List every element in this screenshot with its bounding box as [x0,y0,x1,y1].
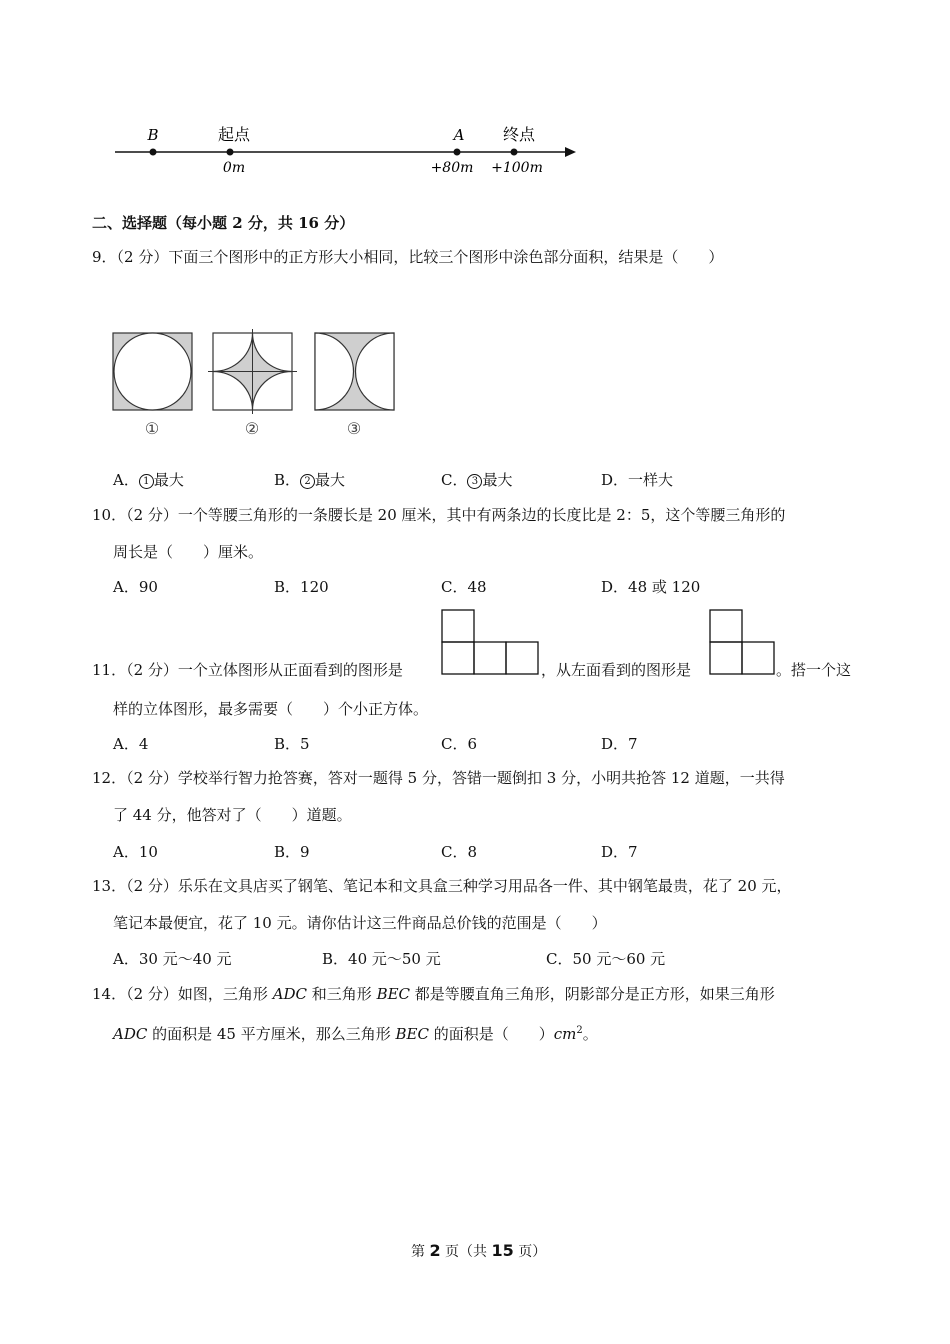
q10-option-b[interactable]: B．120 [274,578,329,596]
start-label: 起点 [217,125,251,144]
q9-option-c-prefix: C． [441,471,468,489]
q11-front-view [441,609,541,677]
q14-text-1a: （2 分）如图，三角形 [126,985,273,1003]
q10-line1 [92,505,785,525]
q11-option-d[interactable]: D．7 [601,735,638,753]
footer-mid: 页（共 [440,1244,492,1260]
q9-option-d[interactable]: D．一样大 [601,471,674,489]
q9-option-c[interactable] [441,469,513,490]
q9-option-b-text: 最大 [315,471,346,489]
footer-post: 页） [513,1244,547,1260]
q14-end: 。 [582,1025,598,1043]
start-value: 0m [222,160,246,176]
q9-option-b[interactable] [274,469,345,490]
q13-text-1: （2 分）乐乐在文具店买了钢笔、笔记本和文具盒三种学习用品各一件、其中钢笔最贵，花了 20 元， [126,877,792,895]
section-title: 二、选择题（每小题 2 分，共 16 分） [92,214,355,232]
q13-option-b[interactable]: B．40 元～50 元 [322,950,441,968]
point-a-label: A [453,126,465,144]
q11-option-a[interactable]: A．4 [113,735,149,753]
q13-line1 [92,876,792,896]
footer-page-number: 2 [429,1241,441,1260]
q13-number: 13． [92,877,127,895]
q14-text-1c: 都是等腰直角三角形，阴影部分是正方形，如果三角形 [410,985,775,1003]
q10-number: 10． [92,506,127,524]
end-label: 终点 [502,125,536,144]
q13-option-a[interactable]: A．30 元～40 元 [113,950,232,968]
q12-text-1: （2 分）学校举行智力抢答赛，答对一题得 5 分，答错一题倒扣 3 分，小明共抢答 12 道题，一共得 [126,769,785,787]
number-line-figure [110,118,585,180]
q12-option-b[interactable]: B．9 [274,843,310,861]
q11-part3: 。搭一个这 [776,661,852,679]
a-value: +80m [430,160,474,176]
q14-number: 14． [92,985,127,1003]
q9-text: （2 分）下面三个图形中的正方形大小相同，比较三个图形中涂色部分面积，结果是（ ） [116,248,724,266]
point-b-dot [150,149,157,156]
q9-figure-2 [208,329,297,414]
q11-text-part1 [92,660,403,680]
q14-unit: cm [553,1025,577,1043]
q13-line2: 笔记本最便宜，花了 10 元。请你估计这三件商品总价钱的范围是（ ） [113,914,607,932]
q14-text-1b: 和三角形 [307,985,377,1003]
q9-option-a-prefix: A． [113,471,139,489]
q13-option-c[interactable]: C．50 元～60 元 [546,950,666,968]
q9-fig-label-3: ③ [346,419,362,438]
end-value: +100m [491,160,543,176]
page-footer [411,1241,546,1261]
q11-left-view [709,609,777,677]
q10-option-d[interactable]: D．48 或 120 [601,578,701,596]
q10-option-a[interactable]: A．90 [113,578,158,596]
end-point-dot [511,149,518,156]
q11-part1: （2 分）一个立体图形从正面看到的图形是 [126,661,403,679]
q9-fig-label-2: ② [244,419,260,438]
q9-fig-label-1: ① [144,419,160,438]
q9-option-b-circle: 2 [300,474,315,489]
q14-bec-1: BEC [376,985,411,1003]
q12-option-d[interactable]: D．7 [601,843,638,861]
q14-text-2b: 的面积是（ ） [428,1025,554,1043]
q9-figures [106,326,406,441]
q14-adc-1: ADC [272,985,308,1003]
footer-pre: 第 [411,1244,430,1260]
q9-number: 9． [92,248,117,266]
q9-option-b-prefix: B． [274,471,301,489]
q9-line [92,247,723,267]
q14-text-2a: 的面积是 45 平方厘米，那么三角形 [147,1025,396,1043]
footer-total-pages: 15 [491,1241,514,1260]
q9-option-c-text: 最大 [482,471,513,489]
q10-text-1: （2 分）一个等腰三角形的一条腰长是 20 厘米，其中有两条边的长度比是 2：5，这个等腰三角形的 [126,506,786,524]
q9-option-c-circle: 3 [467,474,482,489]
q14-line1 [92,984,775,1004]
q14-adc-2: ADC [113,1025,148,1043]
q14-unit-exponent: 2 [576,1025,583,1036]
q11-option-c[interactable]: C．6 [441,735,478,753]
q12-option-c[interactable]: C．8 [441,843,478,861]
q14-line2 [113,1021,598,1044]
q10-option-c[interactable]: C．48 [441,578,487,596]
q11-line2: 样的立体图形，最多需要（ ）个小正方体。 [113,700,429,718]
q12-number: 12． [92,769,127,787]
q9-option-a-circle: 1 [139,474,154,489]
q9-option-a-text: 最大 [153,471,184,489]
q11-number: 11． [92,661,127,679]
q11-part2: ，从左面看到的图形是 [541,661,692,679]
q12-option-a[interactable]: A．10 [113,843,158,861]
q14-bec-2: BEC [395,1025,429,1043]
arrow-head-icon [565,147,576,157]
q9-option-a[interactable] [113,469,184,490]
q9-figure-3 [315,333,394,410]
q9-figure-1 [113,333,192,410]
q10-line2: 周长是（ ）厘米。 [113,543,264,561]
q11-option-b[interactable]: B．5 [274,735,310,753]
q12-line1 [92,768,785,788]
point-a-dot [454,149,461,156]
start-point-dot [227,149,234,156]
point-b-label: B [147,126,159,144]
q12-line2: 了 44 分，他答对了（ ）道题。 [113,806,352,824]
